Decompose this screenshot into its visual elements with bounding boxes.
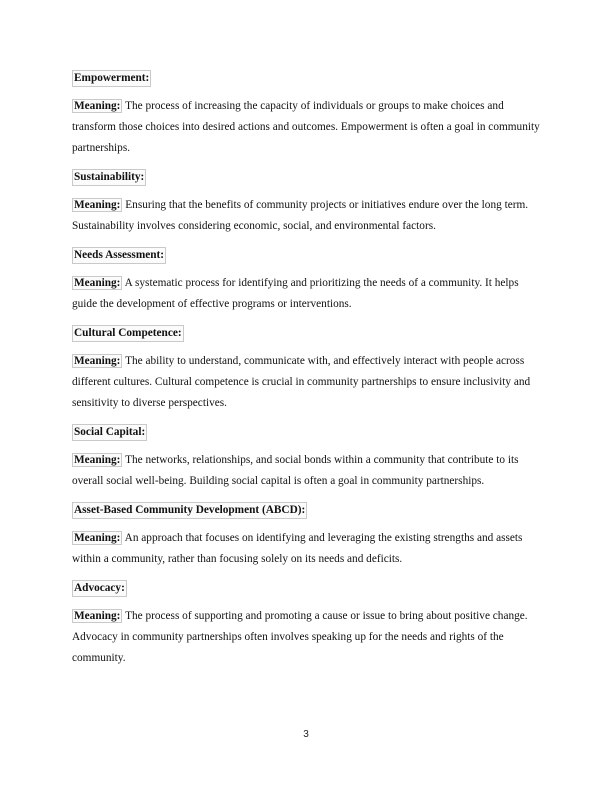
meaning-label: Meaning:	[74, 610, 121, 622]
meaning-label: Meaning:	[74, 100, 121, 112]
term-definition	[72, 273, 544, 315]
term-label: Sustainability:	[72, 169, 146, 186]
term-definition	[72, 450, 544, 492]
term-label: Needs Assessment:	[72, 247, 166, 264]
term-heading	[72, 323, 544, 343]
term-heading	[72, 245, 544, 265]
meaning-label: Meaning:	[74, 532, 121, 544]
definition-text: The networks, relationships, and social bonds within a community that contribute to its overall social well-being. Building social capital is often a goal in community partnerships.	[72, 454, 519, 487]
definition-text: The process of supporting and promoting a cause or issue to bring about positive change. Advocacy in community partnerships often involves speaking up for the needs and rights of the community.	[72, 610, 528, 664]
term-label: Social Capital:	[72, 424, 147, 441]
term-heading	[72, 578, 544, 598]
meaning-label: Meaning:	[74, 454, 121, 466]
definition-text: The ability to understand, communicate with, and effectively interact with people across different cultures. Cultural competence is crucial in community partnerships to ensure inclusivity and sensitivity to diverse perspectives.	[72, 355, 531, 409]
definition-text: Ensuring that the benefits of community projects or initiatives endure over the long term. Sustainability involves considering economic, social, and environmental factors.	[72, 199, 529, 232]
term-definition	[72, 606, 544, 669]
term-label: Advocacy:	[72, 580, 127, 597]
term-definition	[72, 195, 544, 237]
meaning-label: Meaning:	[74, 199, 121, 211]
definition-text: A systematic process for identifying and prioritizing the needs of a community. It helps guide the development of effective programs or interventions.	[72, 277, 519, 310]
term-label: Asset-Based Community Development (ABCD):	[72, 502, 307, 519]
meaning-label: Meaning:	[74, 355, 121, 367]
meaning-label: Meaning:	[74, 277, 121, 289]
term-label: Cultural Competence:	[72, 325, 184, 342]
term-label: Empowerment:	[72, 70, 151, 87]
definition-text: An approach that focuses on identifying and leveraging the existing strengths and assets within a community, rather than focusing solely on its needs and deficits.	[72, 532, 523, 565]
term-heading	[72, 167, 544, 187]
term-definition	[72, 528, 544, 570]
term-heading	[72, 422, 544, 442]
term-heading	[72, 500, 544, 520]
term-definition	[72, 351, 544, 414]
definition-text: The process of increasing the capacity of individuals or groups to make choices and transform those choices into desired actions and outcomes. Empowerment is often a goal in community partnerships.	[72, 100, 540, 154]
document-page	[72, 68, 544, 669]
page-number: 3	[303, 729, 309, 740]
term-definition	[72, 96, 544, 159]
term-heading	[72, 68, 544, 88]
